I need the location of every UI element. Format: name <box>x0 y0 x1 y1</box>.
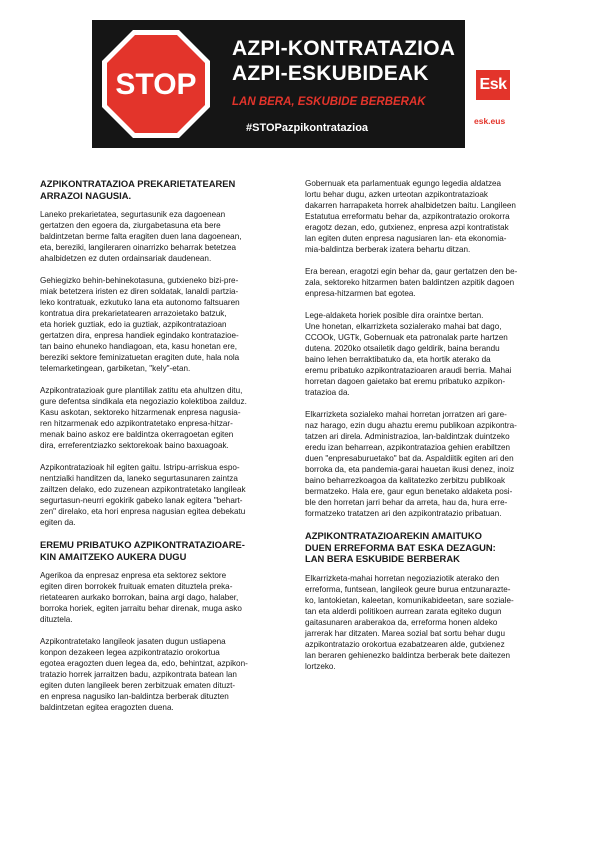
hashtag: #STOPazpikontratazioa <box>246 122 369 134</box>
paragraph: Agerikoa da enpresaz enpresa eta sektorez sektore egiten diren borrokek fruituak ematen dituztela preka- rietatearen aurkako borrokan, baina argi dago, halaber, borroka horiek, egiten jarraitu behar direnak, muga asko dituztela. <box>40 571 242 624</box>
paragraph: Elkarrizketa-mahai horretan negoziaziotik aterako den erreforma, funtsean, langileok geure burua entzunarazte- ko, lantokietan, kaleetan, komunikabideetan, sare soziale- tan eta alderdi politikoen aurrean zarata egiteko dugun gaitasunaren araberakoa da, erreforma honen aldeko jarrerak har ditzaten. Marea sozial bat sortu behar dugu azpikontratazio orokortua ezabatzearen alde, gutxienez lan beraren gehienezko baldintza berberak bete daitezen lortzeko. <box>305 573 514 671</box>
paragraph: Elkarrizketa sozialeko mahai horretan jorratzen ari gare- naz harago, ezin dugu ahaztu eremu publikoan azpikontra- tatzen ari direla. Administrazioa, lan-baldintzak duintzeko eredu izan beharrean, azpikontratazioa gehien erabiltzen duen "enpresaburuetako" bat da. Aspaldiitik egiten ari den borroka da, eta pandemia-garai hauetan ikusi denez, inoiz baino beharrezkoagoa da kalitatezko zerbitzu publikoak bermatzeko. Hala ere, gaur egun benetako aldaketa posi- ble den horretan jarri behar da arreta, hau da, hura erre- formatzeko tratatzen ari den azpikontratazio pribatuan. <box>305 410 517 518</box>
paragraph: Azpikontratetako langileok jasaten dugun ustiapena konpon dezakeen legea azpikontratazio orokortua egotea eragozten duen legea da, edo, behintzat, azpikon- tratazio horrek jarraitzen badu, azpikontrata batean lan egiten duten langileek beren zerbitzuak ematen dituzt- en enpresa nagusiko lan-baldintza berberak dituzten baldintzetan egitea eragozten duena. <box>40 637 248 712</box>
section-heading: EREMU PRIBATUKO AZPIKONTRATAZIOARE- KIN AMAITZEKO AUKERA DUGU <box>40 539 245 562</box>
paragraph: Gobernuak eta parlamentuak egungo legedia aldatzea lortu behar dugu, azken urteotan azpikontratazioak dakarren harrapaketa horrek ahalbidetzen baitu. Langileen Estatutua erreformatu behar da, azpikontratazio orokorra eragotz dezan, edo, gutxienez, enpresa azpi kontratistak lan egiten duten enpresa nagusiaren lan- eta ekonomia- mia-baldintza berberak izatera behartu ditzan. <box>305 179 516 254</box>
paragraph: Era berean, eragotzi egin behar da, gaur gertatzen den be- zala, sektoreko hitzarmen baten baldintzen azpitik dagoen enpresa-hitzarmen bat egotea. <box>305 267 518 298</box>
title-line-1: AZPI-KONTRATAZIOA <box>232 37 456 60</box>
paragraph: Lege-aldaketa horiek posible dira oraintxe bertan. Une honetan, elkarrizketa sozialerako mahai bat dago, CCOOk, UGTk, Gobernuak eta patronalak parte hartzen dutena. 2020ko otsailetik dago geldirik, baina berandu baino lehen berraktibatuko da, eta hortik aterako da eremu pribatuko azpikontratazioaren araudi berria. Mahai horretan dagoen gaietako bat eremu pribatuko azpikon- tratazioa da. <box>305 311 512 397</box>
right-column <box>305 178 563 683</box>
website-link[interactable]: esk.eus <box>474 116 506 126</box>
subtitle: LAN BERA, ESKUBIDE BERBERAK <box>232 96 426 108</box>
section-heading: AZPIKONTRATAZIOA PREKARIETATEAREN ARRAZOI NAGUSIA. <box>40 178 236 201</box>
stop-sign-icon <box>100 28 212 140</box>
esk-logo: Esk <box>476 70 510 100</box>
page-title <box>232 36 460 86</box>
stop-sign-text: STOP <box>115 68 197 101</box>
title-line-2: AZPI-ESKUBIDEAK <box>232 62 429 85</box>
left-column <box>40 178 298 724</box>
paragraph: Gehiegizko behin-behinekotasuna, gutxieneko bizi-pre- miak betetzera iristen ez diren soldatak, lanaldi partzia- leko kontratuak, ezkutuko lana eta autonomo faltsuaren kontratua dira prekarietatearen arrazoietako batzuk, eta horiek guztiak, edo ia guztiak, azpikontratazioan gertatzen dira, enpresa handiek egindako kontratazioe- tan baino ehuneko handiagoan, eta, kasu honetan ere, bereziki sektore feminizatuetan eragiten dute, hala nola telemarketingean, garbiketan, "kely"-etan. <box>40 276 240 373</box>
paragraph: Azpikontratazioak hil egiten gaitu. Istripu-arriskua espo- nentzialki handitzen da, laneko segurtasunaren zaintza zailtzen delako, edo zuzenean azpikontratetako langileak segurtasun-neurri egokirik gabeko lanak egitera "behart- zen" direlako, eta hori enpresa nagusian egitea debekatu egiten da. <box>40 463 246 527</box>
section-heading: AZPIKONTRATAZIOAREKIN AMAITUKO DUEN ERREFORMA BAT ESKA DEZAGUN: LAN BERA ESKUBIDE BERBERAK <box>305 530 496 564</box>
paragraph: Azpikontratazioak gure plantillak zatitu eta ahultzen ditu, gure defentsa sindikala eta negoziazio kolektiboa zailduz. Kasu askotan, sektoreko hitzarmenak enpresa nagusia- ren hitzarmenak edo azpikontratetako enpresa-hitzar- menak baino askoz ere baldintza okerragoetan egiten dira, erreferentziazko sektorekoak baino baxuagoak. <box>40 386 247 450</box>
paragraph: Laneko prekarietatea, segurtasunik eza dagoenean gertatzen den egoera da, ziurgabetasuna eta bere baldintzetan berme falta eragiten duen lana dagoenean, eta, bereziki, langileraren oinarrizko beharrak betetzea ahalbidetzen ez duten ordainsariak daudenean. <box>40 210 242 263</box>
